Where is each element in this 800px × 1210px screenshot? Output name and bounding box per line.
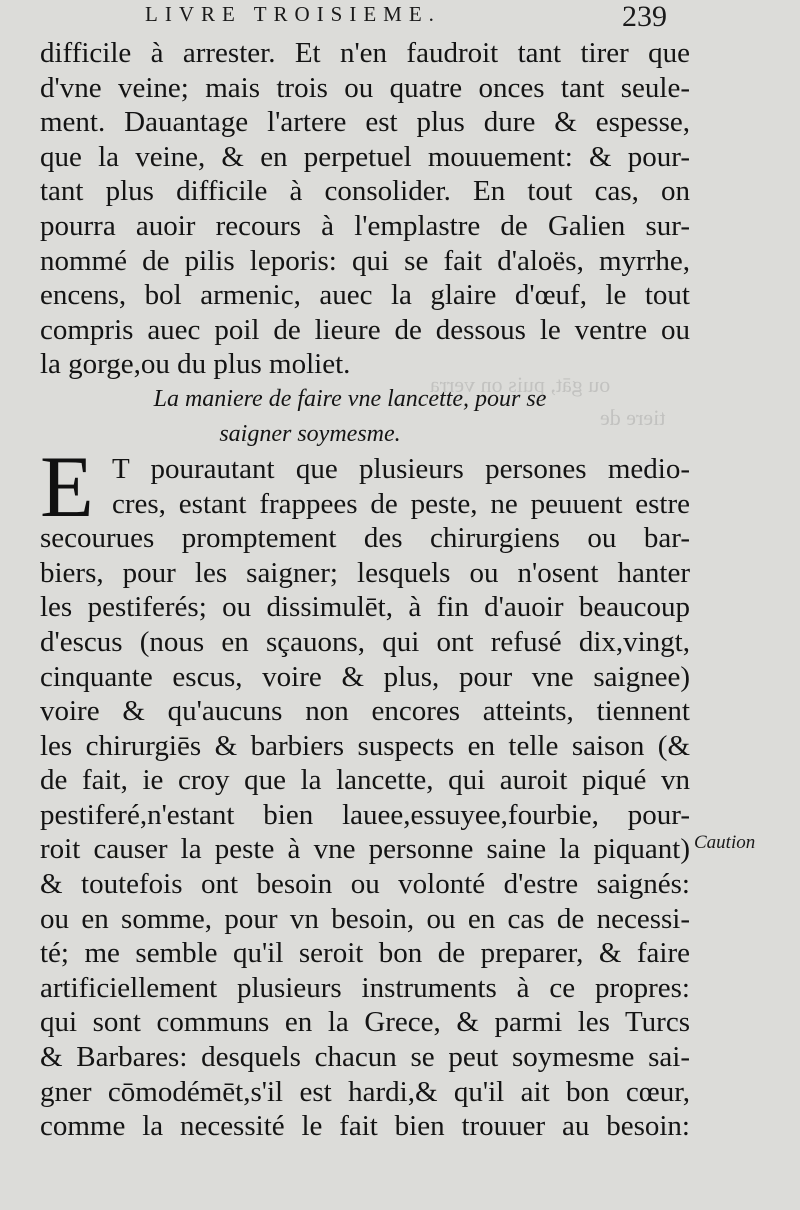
text-line: cres, estant frappees de peste, ne peuuent estre	[112, 487, 690, 520]
page-number: 239	[622, 0, 667, 33]
section-heading-line-1: La maniere de faire vne lancette, pour se	[153, 385, 547, 412]
text-line: la gorge,ou du plus moliet.	[40, 348, 351, 381]
paragraph-2	[40, 438, 690, 1144]
show-through-text: ou gāt, puis on verra	[430, 372, 611, 397]
text-line: nommé de pilis leporis: qui se fait d'aloës, myrrhe,	[40, 244, 690, 277]
paragraph-1	[40, 36, 690, 382]
text-line: T pourautant que plusieurs persones medio-	[112, 452, 690, 485]
text-line: de fait, ie croy que la lancette, qui auroit piqué vn	[40, 764, 690, 797]
running-head-title: LIVRE TROISIEME.	[145, 2, 441, 26]
text-line: les chirurgiēs & barbiers suspects en telle saison (&	[40, 729, 690, 762]
text-line: que la veine, & en perpetuel mouuement: & pour-	[40, 140, 690, 173]
text-line: ment. Dauantage l'artere est plus dure & espesse,	[40, 106, 690, 139]
text-line: ou en somme, pour vn besoin, ou en cas de necessi-	[40, 902, 690, 935]
text-line: d'escus (nous en sçauons, qui ont refusé dix,vingt,	[40, 625, 690, 658]
text-line: pourra auoir recours à l'emplastre de Galien sur-	[40, 209, 690, 242]
text-line: comme la necessité le fait bien trouuer au besoin:	[40, 1110, 690, 1143]
text-line: secourues promptement des chirurgiens ou bar-	[40, 522, 690, 555]
show-through-text: tiere de	[600, 405, 666, 430]
text-line: voire & qu'aucuns non encores atteints, tiennent	[40, 695, 690, 728]
text-line: qui sont communs en la Grece, & parmi les Turcs	[40, 1006, 690, 1039]
drop-cap: E	[40, 438, 94, 536]
text-line: les pestiferés; ou dissimulēt, à fin d'auoir beaucoup	[40, 591, 690, 624]
text-line: encens, bol armenic, auec la glaire d'œuf, le tout	[40, 279, 690, 312]
text-line: pestiferé,n'estant bien lauee,essuyee,fourbie, pour-	[40, 798, 690, 831]
section-heading-line-2: saigner soymesme.	[219, 420, 401, 447]
text-line: d'vne veine; mais trois ou quatre onces tant seule-	[40, 71, 690, 104]
text-line: & toutefois ont besoin ou volonté d'estre saignés:	[40, 868, 690, 901]
text-line: roit causer la peste à vne personne saine la piquant)	[40, 833, 690, 866]
text-line: té; me semble qu'il seroit bon de preparer, & faire	[40, 937, 690, 970]
text-line: & Barbares: desquels chacun se peut soymesme sai-	[40, 1041, 690, 1074]
text-line: artificiellement plusieurs instruments à ce propres:	[40, 971, 690, 1004]
text-line: tant plus difficile à consolider. En tout cas, on	[40, 175, 690, 208]
margin-note: Caution	[694, 832, 756, 853]
text-line: compris auec poil de lieure de dessous le ventre ou	[40, 313, 690, 346]
running-head	[0, 0, 800, 34]
text-line: biers, pour les saigner; lesquels ou n'osent hanter	[40, 556, 690, 589]
text-block	[40, 36, 690, 1144]
text-line: cinquante escus, voire & plus, pour vne saignee)	[40, 660, 690, 693]
text-line: gner cōmodémēt,s'il est hardi,& qu'il ait bon cœur,	[40, 1075, 690, 1108]
text-line: difficile à arrester. Et n'en faudroit tant tirer que	[40, 37, 690, 69]
